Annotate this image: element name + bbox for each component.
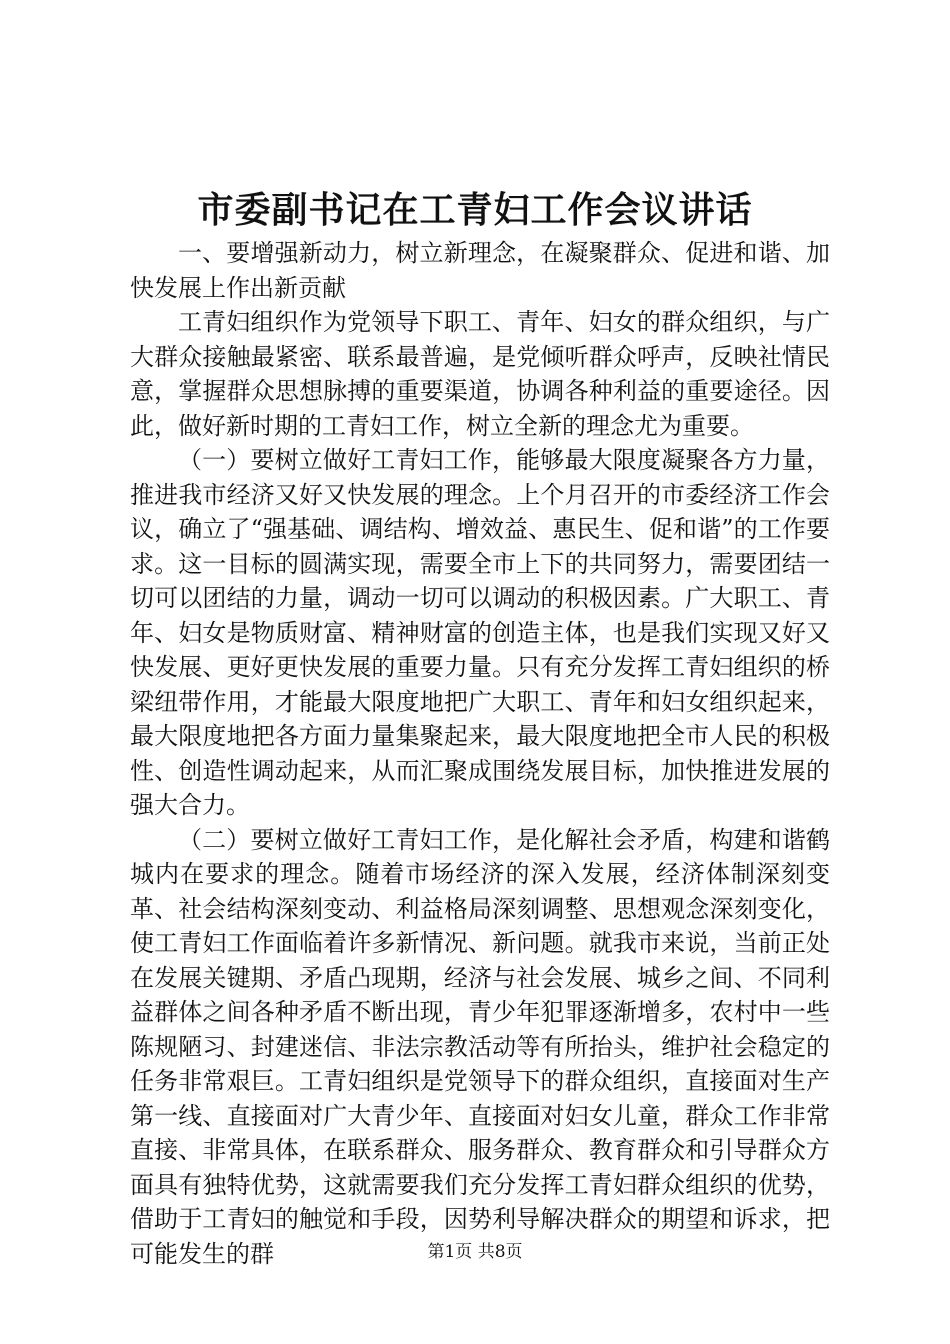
page-number: 第1页 共8页: [427, 1242, 523, 1262]
section-heading: 一、要增强新动力，树立新理念，在凝聚群众、促进和谐、加快发展上作出新贡献: [130, 239, 830, 302]
body-paragraph: （一）要树立做好工青妇工作，能够最大限度凝聚各方力量，推进我市经济又好又快发展的理念。上个月召开的市委经济工作会议，确立了“强基础、调结构、增效益、惠民生、促和谐”的工作要求。这一目标的圆满实现，需要全市上下的共同努力，需要团结一切可以团结的力量，调动一切可以调动的积极因素。广大职工、青年、妇女是物质财富、精神财富的创造主体，也是我们实现又好又快发展、更好更快发展的重要力量。只有充分发挥工青妇组织的桥梁纽带作用，才能最大限度地把广大职工、青年和妇女组织起来，最大限度地把各方面力量集聚起来，最大限度地把全市人民的积极性、创造性调动起来，从而汇聚成围绕发展目标，加快推进发展的强大合力。: [130, 446, 830, 819]
document-title: 市委副书记在工青妇工作会议讲话: [197, 189, 753, 231]
body-paragraph: （二）要树立做好工青妇工作，是化解社会矛盾，构建和谐鹤城内在要求的理念。随着市场经济的深入发展，经济体制深刻变革、社会结构深刻变动、利益格局深刻调整、思想观念深刻变化，使工青妇工作面临着许多新情况、新问题。就我市来说，当前正处在发展关键期、矛盾凸现期，经济与社会发展、城乡之间、不同利益群体之间各种矛盾不断出现，青少年犯罪逐渐增多，农村中一些陈规陋习、封建迷信、非法宗教活动等有所抬头，维护社会稳定的任务非常艰巨。工青妇组织是党领导下的群众组织，直接面对生产第一线、直接面对广大青少年、直接面对妇女儿童，群众工作非常直接、非常具体，在联系群众、服务群众、教育群众和引导群众方面具有独特优势，这就需要我们充分发挥工青妇群众组织的优势，借助于工青妇的触觉和手段，因势利导解决群众的期望和诉求，把可能发生的群: [130, 825, 830, 1268]
body-paragraph: 工青妇组织作为党领导下职工、青年、妇女的群众组织，与广大群众接触最紧密、联系最普遍，是党倾听群众呼声，反映社情民意，掌握群众思想脉搏的重要渠道，协调各种利益的重要途径。因此，做好新时期的工青妇工作，树立全新的理念尤为重要。: [130, 308, 830, 440]
document-body: [130, 236, 830, 1271]
